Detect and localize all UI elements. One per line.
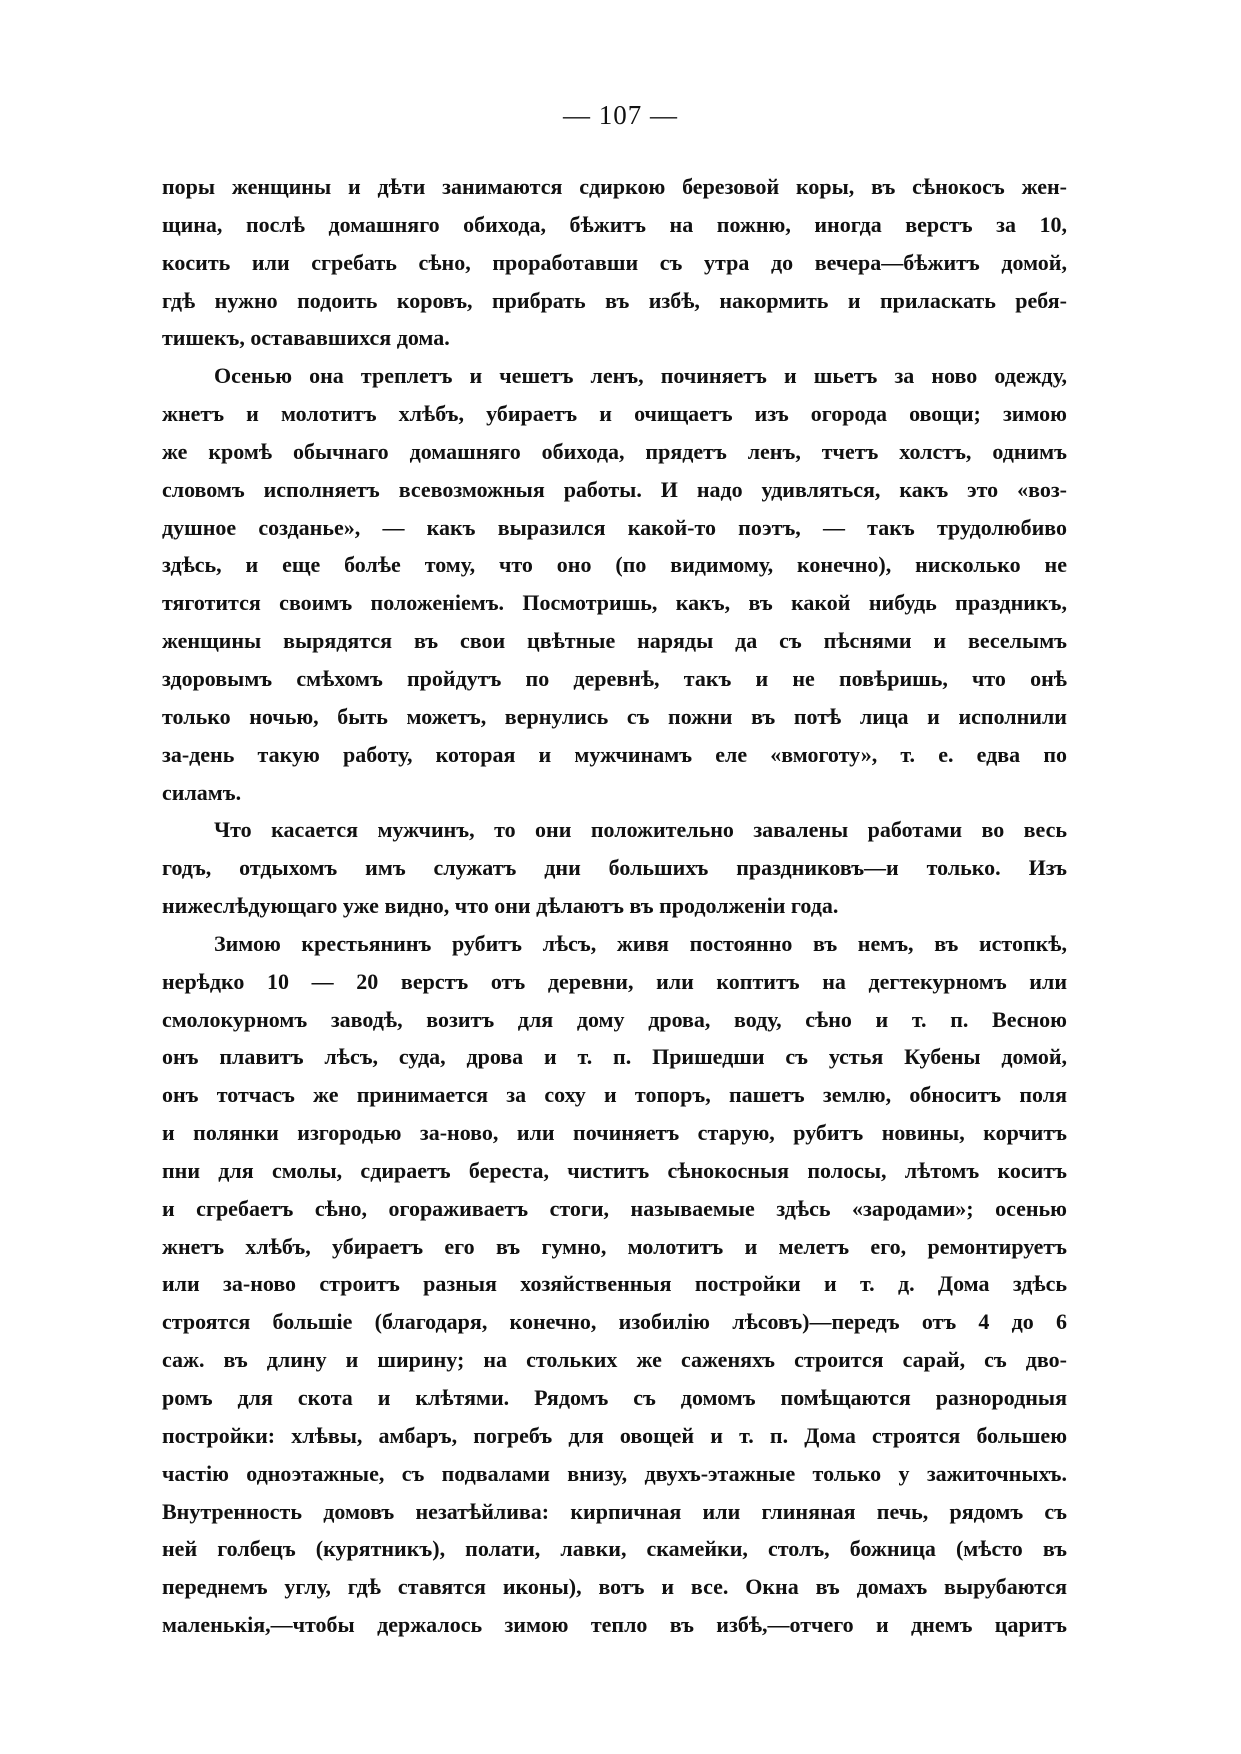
text-line: нерѣдко 10 — 20 верстъ отъ деревни, или коптитъ на дегтекурномъ или [162,968,1067,994]
text-line: и сгребаетъ сѣно, огораживаетъ стоги, называемые здѣсь «зародами»; осенью [162,1195,1067,1221]
text-line: словомъ исполняетъ всевозможныя работы. И надо удивляться, какъ это «воз- [162,476,1067,502]
body-text [162,168,1067,1644]
text-line: силамъ. [162,779,242,805]
page-number: — 107 — [563,100,678,130]
text-line: за-день такую работу, которая и мужчинамъ еле «вмоготу», т. е. едва по [162,741,1067,767]
text-line: пни для смолы, сдираетъ береста, чиститъ сѣнокосныя полосы, лѣтомъ коситъ [162,1157,1067,1183]
text-line: переднемъ углу, гдѣ ставятся иконы), вотъ и все. Окна въ домахъ вырубаются [162,1574,1067,1600]
text-line: здоровымъ смѣхомъ пройдутъ по деревнѣ, такъ и не повѣришь, что онѣ [162,665,1067,691]
text-line: жнетъ хлѣбъ, убираетъ его въ гумно, молотитъ и мелетъ его, ремонтируетъ [162,1233,1067,1259]
text-line: душное созданье», — какъ выразился какой-то поэтъ, — такъ трудолюбиво [162,514,1067,540]
text-line: маленькiя,—чтобы держалось зимою тепло въ избѣ,—отчего и днемъ царитъ [162,1612,1067,1638]
text-line: и полянки изгородью за-ново, или починяетъ старую, рубитъ новины, корчитъ [162,1120,1067,1146]
text-line: жнетъ и молотитъ хлѣбъ, убираетъ и очищаетъ изъ огорода овощи; зимою [162,401,1067,427]
text-line: тишекъ, остававшихся дома. [162,325,450,351]
text-line: онъ плавитъ лѣсъ, суда, дрова и т. п. Пришедши съ устья Кубены домой, [162,1044,1067,1070]
text-line: смолокурномъ заводѣ, возитъ для дому дрова, воду, сѣно и т. п. Весною [162,1006,1067,1032]
text-line: саж. въ длину и ширину; на стольких же саженяхъ строится сарай, съ дво- [162,1347,1067,1373]
text-line: косить или сгребать сѣно, проработавши съ утра до вечера—бѣжитъ домой, [162,249,1067,275]
text-line: или за-ново строитъ разныя хозяйственныя постройки и т. д. Дома здѣсь [162,1271,1067,1297]
text-line: Осенью она треплетъ и чешетъ ленъ, починяетъ и шьетъ за ново одежду, [214,363,1067,389]
text-line: частiю одноэтажные, съ подвалами внизу, двухъ-этажные только у зажиточныхъ. [162,1460,1067,1486]
text-line: щина, послѣ домашняго обихода, бѣжитъ на пожню, иногда верстъ за 10, [162,211,1067,237]
text-line: онъ тотчасъ же принимается за соху и топоръ, пашетъ землю, обноситъ поля [162,1082,1067,1108]
text-line: тяготится своимъ положенiемъ. Посмотришь, какъ, въ какой нибудь праздникъ, [162,590,1067,616]
text-line: годъ, отдыхомъ имъ служатъ дни большихъ праздниковъ—и только. Изъ [162,855,1067,881]
text-line: поры женщины и дѣти занимаются сдиркою березовой коры, въ сѣнокосъ жен- [162,174,1067,199]
text-line: Внутренность домовъ незатѣйлива: кирпичная или глиняная печь, рядомъ съ [162,1498,1067,1524]
text-line: же кромѣ обычнаго домашняго обихода, прядетъ ленъ, тчетъ холстъ, однимъ [162,438,1067,464]
text-line: только ночью, быть можетъ, вернулись съ пожни въ потѣ лица и исполнили [162,703,1067,729]
text-line: ней голбецъ (курятникъ), полати, лавки, скамейки, столъ, божница (мѣсто въ [162,1536,1067,1562]
text-line: гдѣ нужно подоить коровъ, прибрать въ избѣ, накормить и приласкать ребя- [162,287,1067,313]
text-line: ромъ для скота и клѣтями. Рядомъ съ домомъ помѣщаются разнородныя [162,1385,1067,1410]
text-line: Что касается мужчинъ, то они положительно завалены работами во весь [214,817,1067,843]
text-line: Зимою крестьянинъ рубитъ лѣсъ, живя постоянно въ немъ, въ истопкѣ, [214,930,1067,956]
text-line: постройки: хлѣвы, амбаръ, погребъ для овощей и т. п. Дома строятся большею [162,1422,1067,1448]
text-line: строятся большiе (благодаря, конечно, изобилiю лѣсовъ)—передъ отъ 4 до 6 [162,1309,1067,1335]
text-line: здѣсь, и еще болѣе тому, что оно (по видимому, конечно), нисколько не [162,552,1067,578]
text-line: нижеслѣдующаго уже видно, что они дѣлаютъ въ продолженiи года. [162,893,839,919]
text-line: женщины вырядятся въ свои цвѣтные наряды да съ пѣснями и веселымъ [162,628,1067,654]
